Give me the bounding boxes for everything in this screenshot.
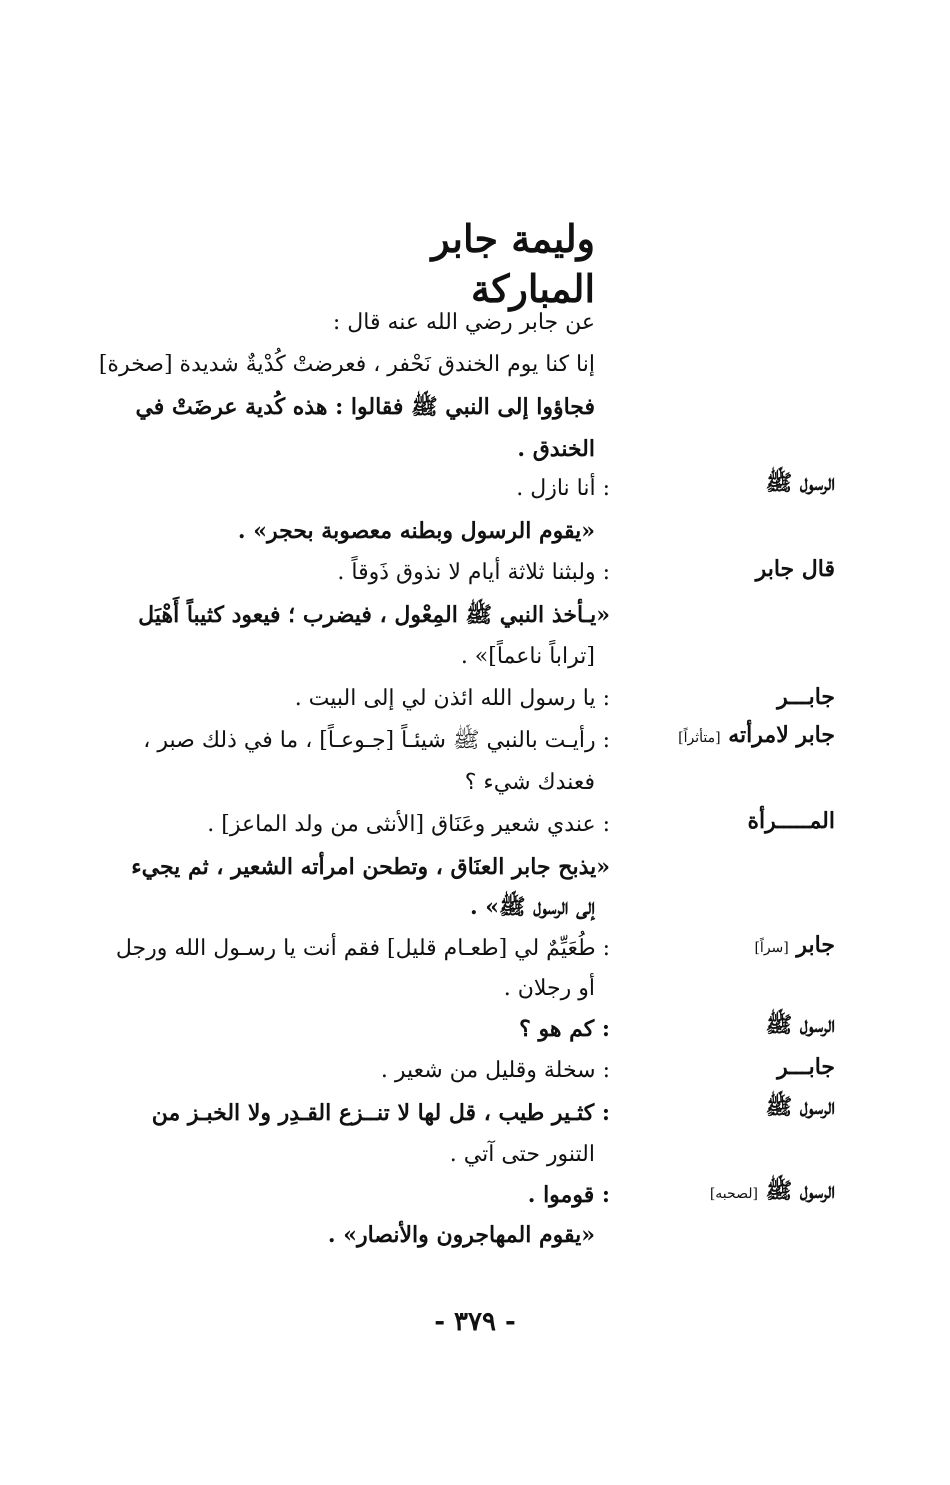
dialogue-line-7: : كم هو ؟ — [519, 1016, 610, 1042]
dialogue-line-10: : قوموا . — [527, 1182, 610, 1208]
stage-note-2-line-2: [تراباً ناعماً]» . — [460, 644, 595, 669]
speaker-1: الرسول ﷺ — [765, 470, 835, 496]
stage-note-2-line-1: «يـأخذ النبي ﷺ المِعْول ، فيضرب ؛ فيعود كثيباً أَهْيَل — [138, 602, 610, 628]
speaker-2: قال جابر — [755, 556, 835, 582]
speaker-6-name: جابر — [796, 932, 835, 958]
stage-note-3-line-2: إلى الرسول ﷺ» . — [469, 894, 595, 920]
dialogue-line-9b: التنور حتى آتي . — [449, 1142, 595, 1167]
dialogue-line-6b: أو رجلان . — [503, 976, 595, 1001]
speaker-10-note: [لصحبه] — [709, 1186, 758, 1202]
intro-line-2: إنا كنا يوم الخندق نَحْفر ، فعرضتْ كُدْيةٌ شديدة [صخرة] — [98, 352, 595, 377]
speaker-4 — [655, 718, 835, 755]
dialogue-line-4: : رأيـت بالنبي ﷺ شيئـاً [جـوعـاً] ، ما في ذلك صبر ، — [143, 728, 610, 753]
speaker-8: جابـــر — [777, 1054, 835, 1080]
speaker-6-note: [سراً] — [754, 940, 789, 956]
dialogue-line-2: : ولبثنا ثلاثة أيام لا نذوق ذَوقاً . — [337, 560, 610, 585]
intro-line-4: الخندق . — [517, 436, 595, 462]
speaker-10 — [655, 1174, 835, 1211]
speaker-10-name: الرسول ﷺ — [765, 1178, 835, 1204]
page-number: - ٣٧٩ - — [434, 1307, 516, 1337]
speaker-9: الرسول ﷺ — [765, 1094, 835, 1120]
dialogue-line-8: : سخلة وقليل من شعير . — [380, 1058, 610, 1083]
speaker-3: جابـــر — [777, 684, 835, 710]
dialogue-line-5: : عندي شعير وعَنَاق [الأنثى من ولد الماعز] . — [207, 812, 610, 837]
speaker-5: المـــــرأة — [747, 808, 835, 834]
speaker-7: الرسول ﷺ — [765, 1012, 835, 1038]
dialogue-line-1: : أنا نازل . — [516, 476, 610, 501]
dialogue-line-4b: فعندك شيء ؟ — [464, 770, 595, 795]
intro-line-1: عن جابر رضي الله عنه قال : — [332, 310, 595, 335]
speaker-4-name: جابر لامرأته — [728, 722, 835, 748]
page-title: وليمة جابر المباركة — [431, 216, 595, 311]
dialogue-line-6: : طُعَيِّمٌ لي [طعـام قليل] فقم أنت يا رسـول الله ورجل — [115, 936, 610, 961]
stage-note-4: «يقوم المهاجرون والأنصار» . — [327, 1222, 595, 1248]
intro-line-3: فجاؤوا إلى النبي ﷺ فقالوا : هذه كُدية عرضَتْ في — [135, 394, 595, 420]
speaker-6 — [655, 928, 835, 965]
dialogue-line-3: : يا رسول الله ائذن لي إلى البيت . — [294, 686, 610, 711]
stage-note-3-line-1: «يذبح جابر العنَاق ، وتطحن امرأته الشعير ، ثم يجيء — [131, 854, 610, 880]
speaker-4-note: [متأثراً] — [678, 730, 721, 746]
stage-note-1: «يقوم الرسول وبطنه معصوبة بحجر» . — [237, 518, 595, 544]
dialogue-line-9: : كثـير طيب ، قل لها لا تنــزع القـدِر ولا الخبـز من — [151, 1100, 610, 1126]
